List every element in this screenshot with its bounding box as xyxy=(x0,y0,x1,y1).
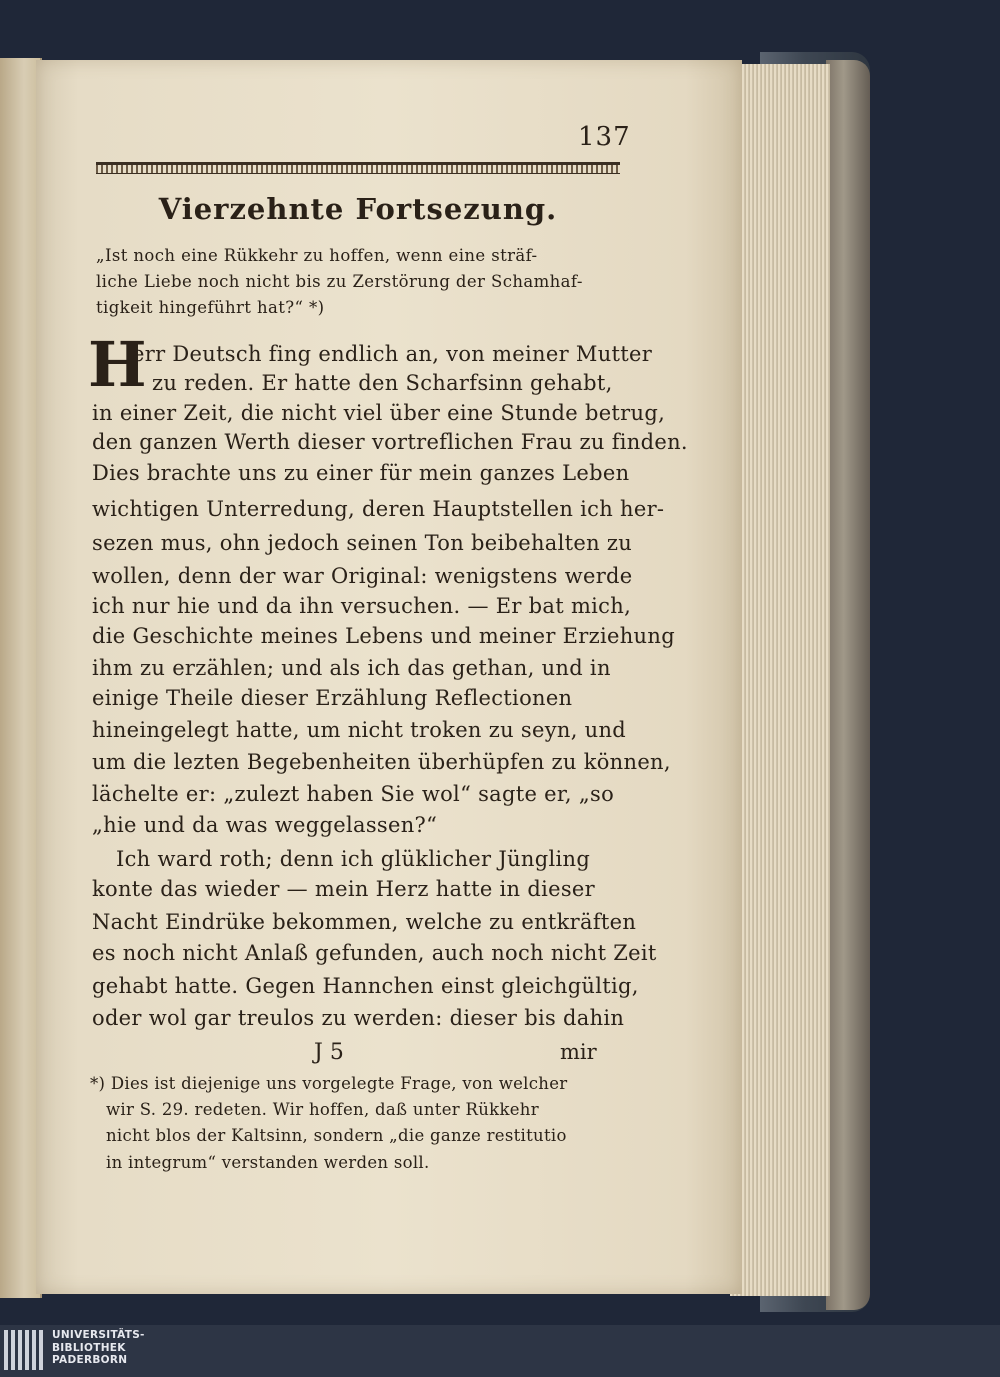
body-line: Nacht Eindrüke bekommen, welche zu entkräften xyxy=(92,910,637,934)
library-footer xyxy=(0,1325,1000,1377)
body-line: wichtigen Unterredung, deren Hauptstellen ich her- xyxy=(92,497,665,521)
body-line: es noch nicht Anlaß gefunden, auch noch nicht Zeit xyxy=(92,941,657,965)
body-line: in einer Zeit, die nicht viel über eine Stunde betrug, xyxy=(92,401,666,425)
signature-mark: J 5 xyxy=(314,1040,344,1065)
drop-cap: H xyxy=(88,328,147,401)
body-line: Ich ward roth; denn ich glüklicher Jüngling xyxy=(116,847,591,871)
body-line: sezen mus, ohn jedoch seinen Ton beibehalten zu xyxy=(92,531,633,555)
catchword: mir xyxy=(560,1040,597,1064)
body-line: konte das wieder — mein Herz hatte in dieser xyxy=(92,877,595,901)
footnote-line: *) Dies ist diejenige uns vorgelegte Frage, von welcher xyxy=(90,1074,568,1093)
chapter-title: Vierzehnte Fortsezung. xyxy=(158,192,558,226)
body-line: „hie und da was weggelassen?“ xyxy=(92,813,438,837)
body-line: den ganzen Werth dieser vortreflichen Frau zu finden. xyxy=(92,430,688,454)
logo-line: BIBLIOTHEK xyxy=(52,1341,126,1354)
body-line: err Deutsch fing endlich an, von meiner Mutter xyxy=(132,342,653,366)
footnote-line: wir S. 29. redeten. Wir hoffen, daß unter Rükkehr xyxy=(106,1100,539,1119)
logo-line: PADERBORN xyxy=(52,1354,128,1366)
page-edges xyxy=(730,64,830,1296)
body-line: wollen, denn der war Original: wenigstens werde xyxy=(92,564,633,588)
body-line: um die lezten Begebenheiten überhüpfen zu können, xyxy=(92,750,671,774)
body-line: einige Theile dieser Erzählung Reflectionen xyxy=(92,686,573,710)
body-line: lächelte er: „zulezt haben Sie wol“ sagte er, „so xyxy=(92,782,615,806)
body-line: ihm zu erzählen; und als ich das gethan, und in xyxy=(92,656,611,680)
page-number: 137 xyxy=(578,122,631,152)
body-line: die Geschichte meines Lebens und meiner Erziehung xyxy=(92,624,675,648)
header-rule xyxy=(96,162,620,174)
book-spine-edge xyxy=(826,60,870,1310)
body-line: hineingelegt hatte, um nicht troken zu seyn, und xyxy=(92,718,627,742)
body-line: gehabt hatte. Gegen Hannchen einst gleichgültig, xyxy=(92,974,639,998)
footnote-line: nicht blos der Kaltsinn, sondern „die ganze restitutio xyxy=(106,1126,567,1145)
motto-line: liche Liebe noch nicht bis zu Zerstörung der Schamhaf- xyxy=(96,272,583,291)
library-logo-text xyxy=(52,1329,145,1367)
body-line: oder wol gar treulos zu werden: dieser bis dahin xyxy=(92,1006,625,1030)
library-logo-icon xyxy=(4,1330,44,1370)
body-line: ich nur hie und da ihn versuchen. — Er bat mich, xyxy=(92,594,632,618)
motto-line: tigkeit hingeführt hat?“ *) xyxy=(96,298,325,317)
body-line: zu reden. Er hatte den Scharfsinn gehabt, xyxy=(152,371,613,395)
motto-line: „Ist noch eine Rükkehr zu hoffen, wenn eine sträf- xyxy=(96,246,538,265)
logo-line: UNIVERSITÄTS- xyxy=(52,1329,145,1341)
body-line: Dies brachte uns zu einer für mein ganzes Leben xyxy=(92,461,630,485)
footnote-line: in integrum“ verstanden werden soll. xyxy=(106,1153,430,1172)
